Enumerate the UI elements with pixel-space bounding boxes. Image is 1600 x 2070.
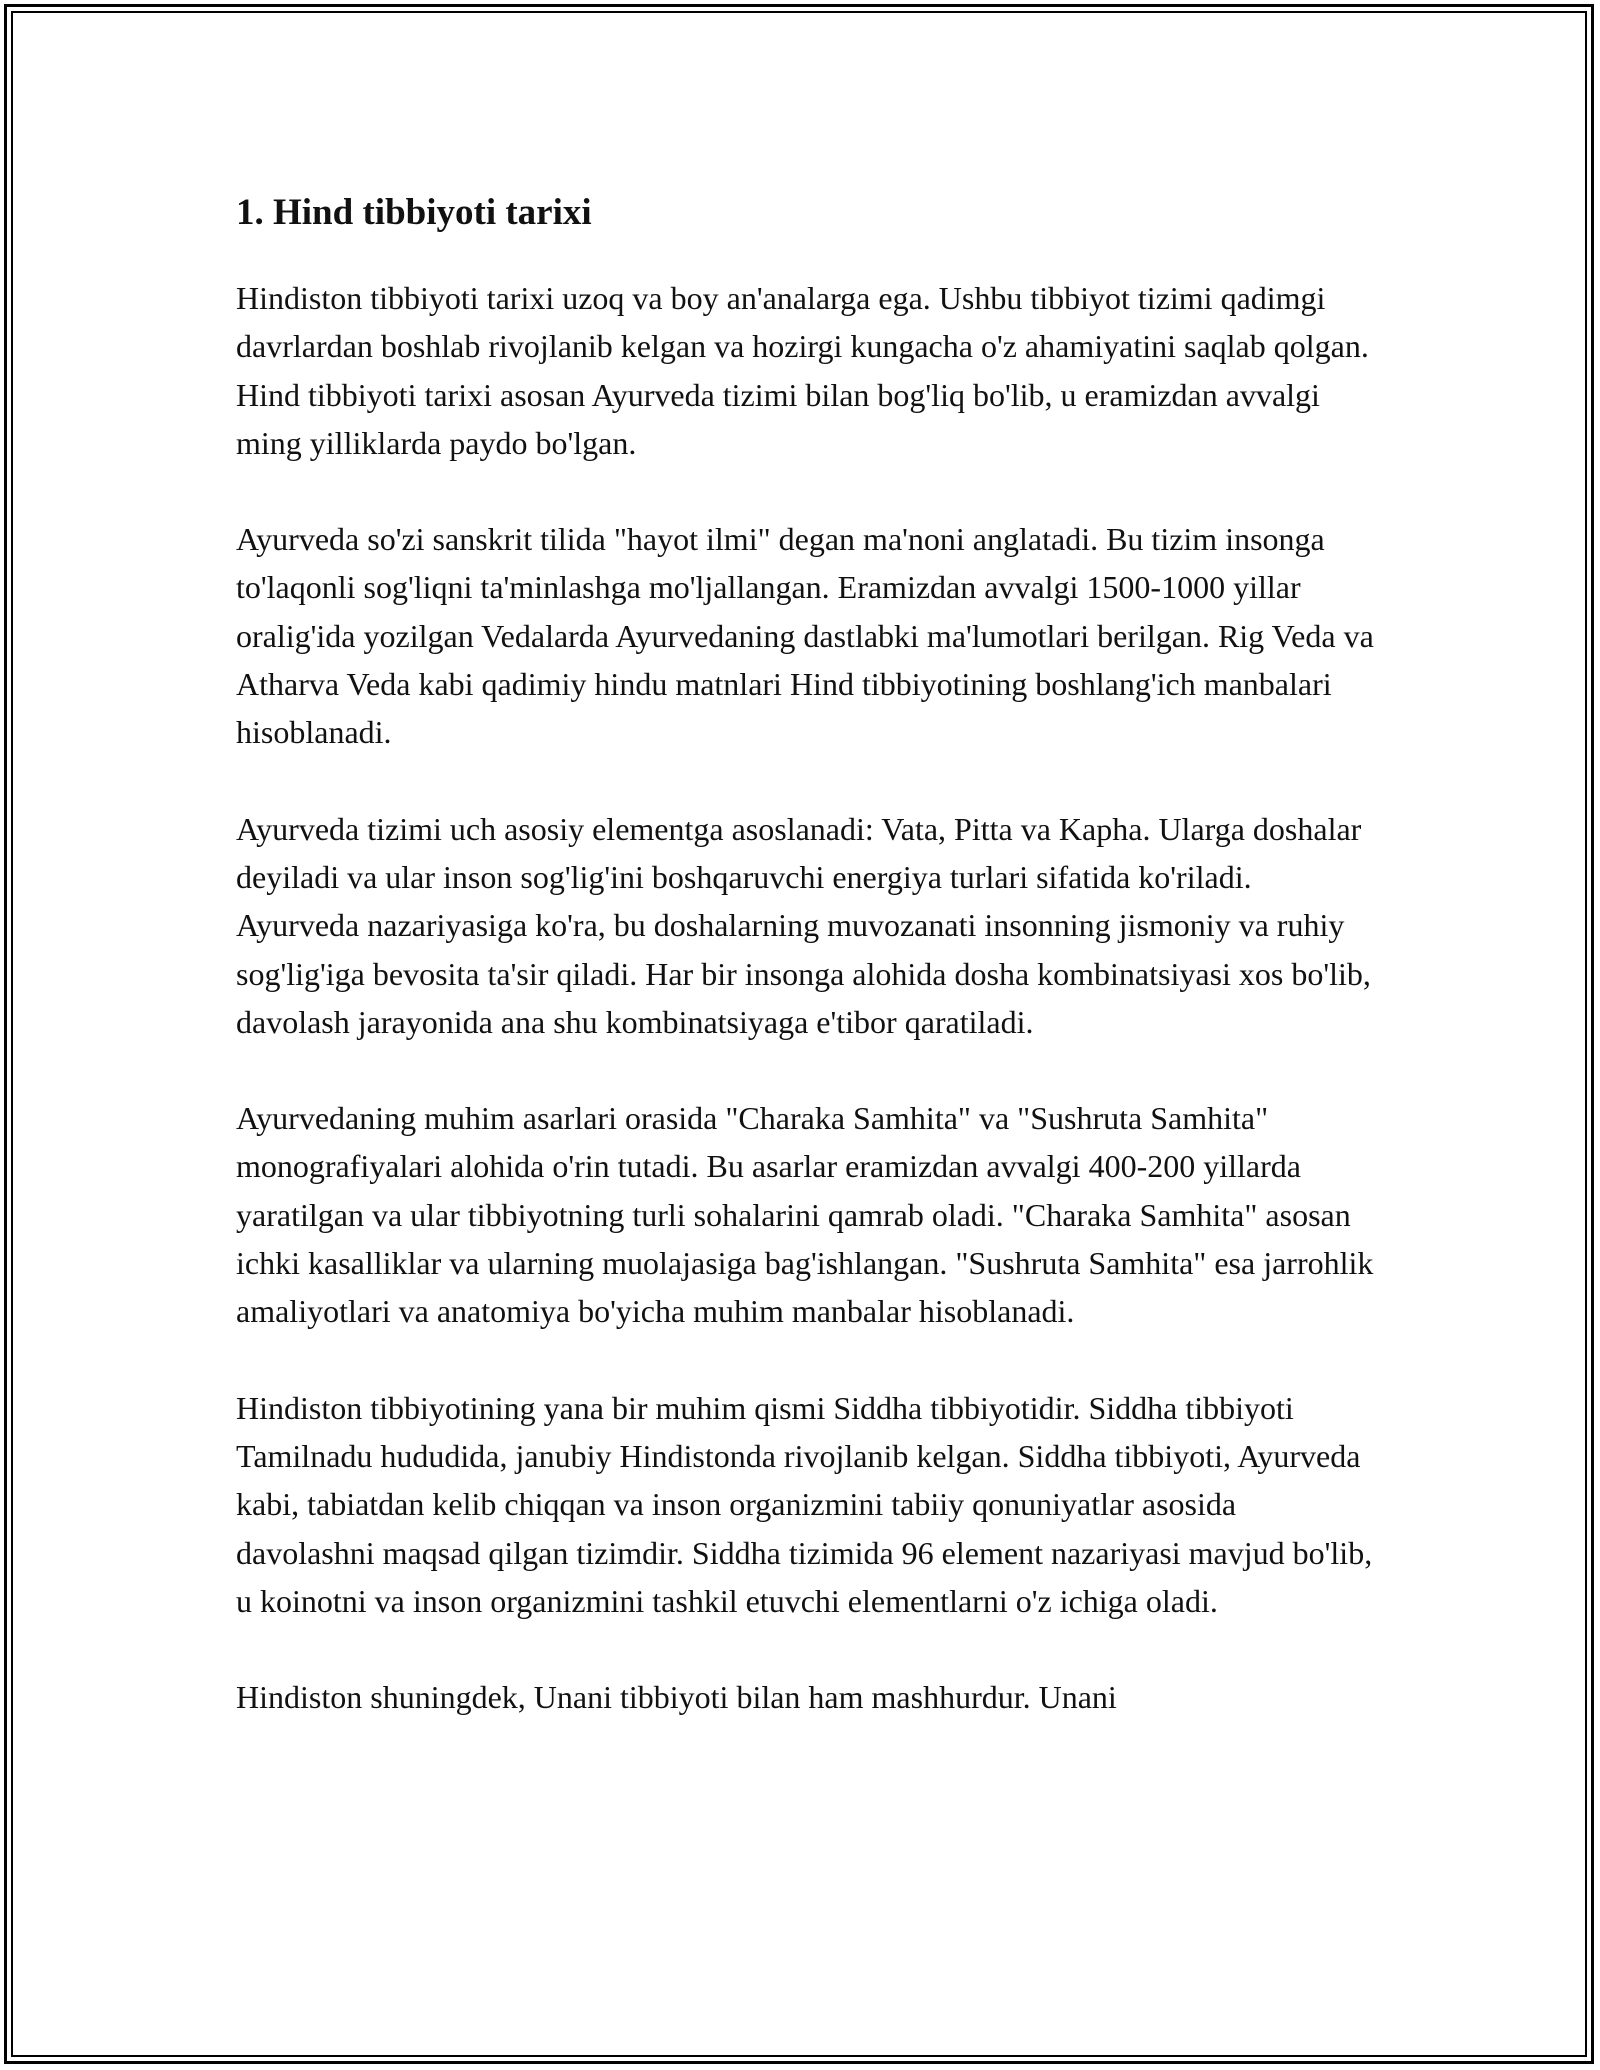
paragraph-4: Ayurvedaning muhim asarlari orasida "Charaka Samhita" va "Sushruta Samhita" monografiyalari alohida o'rin tutadi. Bu asarlar eramizdan avvalgi 400-200 yillarda yaratilgan va ular tibbiyotning turli sohalarini qamrab oladi. "Charaka Samhita" asosan ichki kasalliklar va ularning muolajasiga bag'ishlangan. "Sushruta Samhita" esa jarrohlik amaliyotlari va anatomiya bo'yicha muhim manbalar hisoblanadi. [236,1100,1374,1330]
paragraph-1: Hindiston tibbiyoti tarixi uzoq va boy an'analarga ega. Ushbu tibbiyot tizimi qadimgi davrlardan boshlab rivojlanib kelgan va hozirgi kungacha o'z ahamiyatini saqlab qolgan. Hind tibbiyoti tarixi asosan Ayurveda tizimi bilan bog'liq bo'lib, u eramizdan avvalgi ming yilliklarda paydo bo'lgan. [236,280,1369,461]
section-heading: 1. Hind tibbiyoti tarixi [236,192,592,233]
document-body [236,188,1381,1769]
paragraph-2: Ayurveda so'zi sanskrit tilida "hayot ilmi" degan ma'noni anglatadi. Bu tizim insonga to'laqonli sog'liqni ta'minlashga mo'ljallangan. Eramizdan avvalgi 1500-1000 yillar oralig'ida yozilgan Vedalarda Ayurvedaning dastlabki ma'lumotlari berilgan. Rig Veda va Atharva Veda kabi qadimiy hindu matnlari Hind tibbiyotining boshlang'ich manbalari hisoblanadi. [236,521,1374,751]
paragraph-5: Hindiston tibbiyotining yana bir muhim qismi Siddha tibbiyotidir. Siddha tibbiyoti Tamilnadu hududida, janubiy Hindistonda rivojlanib kelgan. Siddha tibbiyoti, Ayurveda kabi, tabiatdan kelib chiqqan va inson organizmini tabiiy qonuniyatlar asosida davolashni maqsad qilgan tizimdir. Siddha tizimida 96 element nazariyasi mavjud bo'lib, u koinotni va inson organizmini tashkil etuvchi elementlarni o'z ichiga oladi. [236,1389,1373,1619]
paragraph-3: Ayurveda tizimi uch asosiy elementga asoslanadi: Vata, Pitta va Kapha. Ularga doshalar deyiladi va ular inson sog'lig'ini boshqaruvchi energiya turlari sifatida ko'riladi. Ayurveda nazariyasiga ko'ra, bu doshalarning muvozanati insonning jismoniy va ruhiy sog'lig'iga bevosita ta'sir qiladi. Har bir insonga alohida dosha kombinatsiyasi xos bo'lib, davolash jarayonida ana shu kombinatsiyaga e'tibor qaratiladi. [236,810,1371,1040]
paragraph-6: Hindiston shuningdek, Unani tibbiyoti bilan ham mashhurdur. Unani [236,1679,1117,1716]
